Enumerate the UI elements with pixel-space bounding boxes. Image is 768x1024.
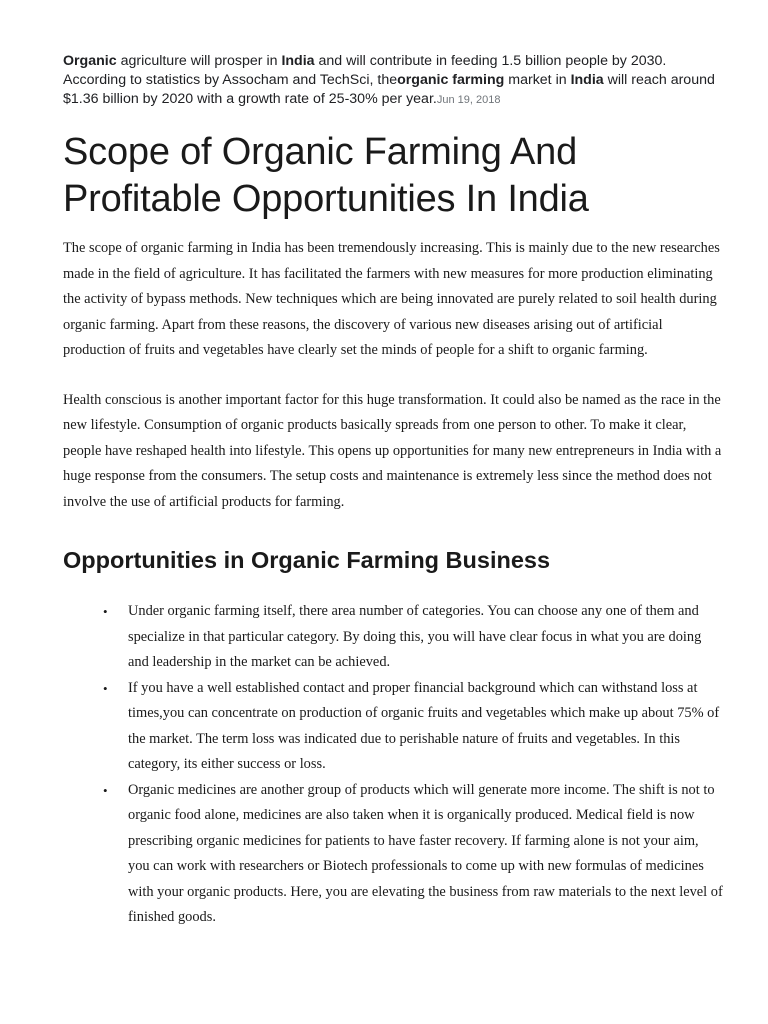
snippet-text: agriculture will prosper in: [116, 53, 282, 69]
bullet-icon: •: [103, 604, 108, 619]
paragraph-health: Health conscious is another important factor for this huge transformation. It could also be named as the race in the new lifestyle. Consumption of organic products basically spreads from one person to other. To make it clear, people have reshaped health into lifestyle. This opens up opportunities for many new entrepreneurs in India with a huge response from the consumers. The setup costs and maintenance is extremely less since the method does not involve the use of artificial products for farming.: [63, 391, 722, 510]
list-item: [103, 676, 723, 778]
list-item-text: Under organic farming itself, there area number of categories. You can choose any one of them and specialize in that particular category. By doing this, you will have clear focus in what you are doing and leadership in the market can be achieved.: [128, 603, 702, 670]
snippet-bold-organic-farming: organic farming: [397, 72, 505, 88]
search-snippet: [63, 52, 723, 110]
snippet-bold-organic: Organic: [63, 53, 117, 69]
bullet-icon: •: [103, 680, 108, 696]
list-item-text: If you have a well established contact and proper financial background which can withstand loss at times,you can concentrate on production of organic fruits and vegetables which make up about 75% of the market. The term loss was indicated due to perishable nature of fruits and vegetables. In this category, its either success or loss.: [128, 679, 720, 772]
article-title: Scope of Organic Farming And Profitable Opportunities In India: [63, 131, 589, 220]
bullet-icon: •: [103, 782, 108, 798]
opportunities-list: [63, 599, 723, 931]
list-item-text: Organic medicines are another group of products which will generate more income. The shift is not to organic food alone, medicines are also taken when it is organically produced. Medical field is now prescribing organic medicines for patients to have faster recovery. If farming alone is not your aim, you can work with researchers or Biotech professionals to come up with new formulas of medicines with your organic products. Here, you are elevating the business from raw materials to the next level of finished goods.: [128, 781, 723, 925]
snippet-text: market in: [504, 72, 571, 88]
list-item: [103, 599, 723, 676]
snippet-date: Jun 19, 2018: [436, 94, 501, 106]
list-item: [103, 778, 723, 931]
snippet-text: and will contribute in feeding 1.5 billion people by 2030. According to statistics by Assocham and TechSci, the: [63, 53, 667, 88]
paragraph-scope: The scope of organic farming in India has been tremendously increasing. This is mainly due to the new researches made in the field of agriculture. It has facilitated the farmers with new measures for more production eliminating the activity of bypass methods. New techniques which are being innovated are purely related to soil health during organic farming. Apart from these reasons, the discovery of various new diseases arising out of artificial production of fruits and vegetables have clearly set the minds of people for a shift to organic farming.: [63, 240, 720, 358]
snippet-bold-india: India: [281, 53, 315, 69]
section-heading: Opportunities in Organic Farming Business: [63, 547, 551, 573]
snippet-text: will reach around $1.36 billion by 2020 with a growth rate of 25-30% per year.: [63, 72, 715, 107]
document-page: [63, 52, 723, 931]
snippet-bold-india: India: [570, 72, 604, 88]
